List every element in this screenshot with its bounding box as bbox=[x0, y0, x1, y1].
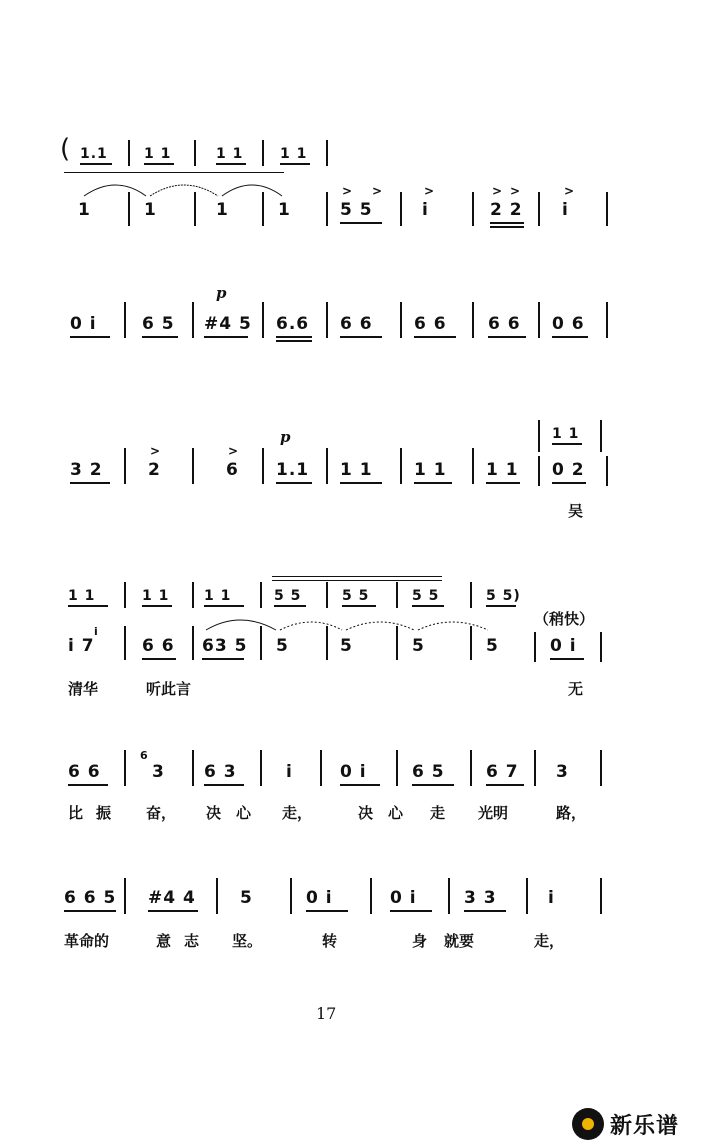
barline bbox=[124, 302, 126, 338]
lyric-text: 清华 bbox=[68, 680, 99, 698]
note-group: i bbox=[286, 762, 293, 782]
score-system-1: ( 1.1 1 1 1 1 1 1 1 1 1 1 > > 5 5 > i > > 2 2 > i bbox=[0, 130, 702, 240]
upper-note-group: 1 1 bbox=[216, 146, 244, 162]
barline bbox=[192, 750, 194, 786]
barline bbox=[538, 420, 540, 452]
lyric-text: 吴 bbox=[568, 502, 584, 520]
watermark-text: 新乐谱 bbox=[610, 1113, 680, 1139]
note-group: 3 bbox=[556, 762, 569, 782]
lyric-text: 革命的 bbox=[64, 932, 110, 950]
lyric-text: 比 bbox=[68, 804, 84, 822]
note-group: 6 bbox=[226, 460, 239, 480]
note-group: 1 1 bbox=[486, 460, 519, 480]
note-group: 6 3 bbox=[204, 762, 237, 782]
lyric-text: 决 bbox=[206, 804, 222, 822]
lyric-text: 走， bbox=[282, 804, 313, 822]
note-group: 5 5 bbox=[340, 200, 373, 220]
page-number: 17 bbox=[316, 1004, 337, 1023]
score-system-5 bbox=[0, 744, 702, 824]
open-paren: ( bbox=[60, 134, 71, 164]
note-group: 1 bbox=[216, 200, 229, 220]
barline bbox=[600, 878, 602, 914]
barline bbox=[192, 302, 194, 338]
barline bbox=[526, 878, 528, 914]
note-group: 0 i bbox=[70, 314, 97, 334]
note-group: #4 4 bbox=[148, 888, 196, 908]
upper-note-group: 5 5) bbox=[486, 588, 521, 604]
barline bbox=[370, 878, 372, 914]
barline bbox=[262, 302, 264, 338]
lyric-text: 就要 bbox=[444, 932, 475, 950]
note-group: 1 1 bbox=[414, 460, 447, 480]
note-group: 6 5 bbox=[412, 762, 445, 782]
note-group: #4 5 bbox=[204, 314, 252, 334]
grace-note: 6 bbox=[140, 749, 149, 762]
lyric-text: 转 bbox=[322, 932, 338, 950]
barline bbox=[606, 456, 608, 486]
note-group: 1.1 bbox=[276, 460, 310, 480]
note-group: i bbox=[562, 200, 569, 220]
dynamic-marking: p bbox=[216, 284, 227, 302]
upper-note-group: 1 1 bbox=[280, 146, 308, 162]
barline bbox=[260, 750, 262, 786]
score-system-2 bbox=[0, 284, 702, 350]
note-group: 2 2 bbox=[490, 200, 523, 220]
note-group: 0 i bbox=[306, 888, 333, 908]
note-group: 63 5 bbox=[202, 636, 248, 656]
grace-note: i bbox=[94, 625, 99, 638]
upper-note-group: 5 5 bbox=[412, 588, 440, 604]
barline bbox=[192, 448, 194, 484]
lyric-text: 意 bbox=[156, 932, 172, 950]
upper-note-group: 1.1 bbox=[80, 146, 108, 162]
note-group: 3 bbox=[152, 762, 165, 782]
lyric-text: 坚。 bbox=[232, 932, 263, 950]
dynamic-marking: p bbox=[280, 428, 291, 446]
lyric-text: 决 bbox=[358, 804, 374, 822]
note-group: 6.6 bbox=[276, 314, 310, 334]
barline bbox=[600, 750, 602, 786]
note-group: 5 bbox=[486, 636, 499, 656]
lyric-text: 身 bbox=[412, 932, 428, 950]
note-group: 1 bbox=[78, 200, 91, 220]
lyric-text: 志 bbox=[184, 932, 200, 950]
upper-note-group: 1 1 bbox=[552, 426, 580, 442]
barline bbox=[538, 302, 540, 338]
barline bbox=[448, 878, 450, 914]
barline bbox=[472, 302, 474, 338]
note-group: 5 bbox=[412, 636, 425, 656]
lyric-text: 奋， bbox=[146, 804, 177, 822]
vinyl-record-icon bbox=[572, 1108, 604, 1140]
tempo-note: （稍快） bbox=[534, 610, 595, 628]
note-group: 1 bbox=[278, 200, 291, 220]
lyric-text: 光明 bbox=[478, 804, 509, 822]
barline bbox=[124, 448, 126, 484]
note-group: 0 i bbox=[390, 888, 417, 908]
lyric-text: 无 bbox=[568, 680, 584, 698]
watermark-logo bbox=[572, 1106, 700, 1142]
upper-note-group: 1 1 bbox=[142, 588, 170, 604]
note-group: i bbox=[422, 200, 429, 220]
note-group: 5 bbox=[240, 888, 253, 908]
barline bbox=[470, 750, 472, 786]
score-system-6 bbox=[0, 872, 702, 952]
note-group: 6 5 bbox=[142, 314, 175, 334]
note-group: 3 3 bbox=[464, 888, 497, 908]
barline bbox=[326, 448, 328, 484]
barline bbox=[262, 448, 264, 484]
lyric-text: 心 bbox=[236, 804, 252, 822]
lyric-text: 振 bbox=[96, 804, 112, 822]
note-group: 6 6 bbox=[340, 314, 373, 334]
note-group: i 7 bbox=[68, 636, 95, 656]
note-group: i bbox=[548, 888, 555, 908]
upper-note-group: 5 5 bbox=[342, 588, 370, 604]
note-group: 0 6 bbox=[552, 314, 585, 334]
barline bbox=[396, 750, 398, 786]
note-group: 2 bbox=[148, 460, 161, 480]
note-group: 1 1 bbox=[340, 460, 373, 480]
note-group: 1 bbox=[144, 200, 157, 220]
score-system-4 bbox=[0, 574, 702, 704]
note-group: 5 bbox=[340, 636, 353, 656]
upper-note-group: 1 1 bbox=[204, 588, 232, 604]
note-group: 0 i bbox=[340, 762, 367, 782]
barline bbox=[606, 302, 608, 338]
barline bbox=[600, 420, 602, 452]
note-group: 5 bbox=[276, 636, 289, 656]
barline bbox=[534, 750, 536, 786]
barline bbox=[538, 456, 540, 486]
barline bbox=[124, 750, 126, 786]
upper-note-group: 5 5 bbox=[274, 588, 302, 604]
barline bbox=[400, 448, 402, 484]
upper-note-group: 1 1 bbox=[68, 588, 96, 604]
barline bbox=[472, 448, 474, 484]
lyric-text: 走 bbox=[430, 804, 446, 822]
lyric-text: 心 bbox=[388, 804, 404, 822]
lyric-text: 路， bbox=[556, 804, 587, 822]
note-group: 6 6 bbox=[142, 636, 175, 656]
barline bbox=[400, 302, 402, 338]
note-group: 6 6 bbox=[68, 762, 101, 782]
note-group: 6 6 bbox=[488, 314, 521, 334]
note-group: 6 6 5 bbox=[64, 888, 117, 908]
note-group: 0 i bbox=[550, 636, 577, 656]
lyric-text: 走， bbox=[534, 932, 565, 950]
upper-note-group: 1 1 bbox=[144, 146, 172, 162]
note-group: 6 6 bbox=[414, 314, 447, 334]
barline bbox=[320, 750, 322, 786]
barline bbox=[326, 302, 328, 338]
note-group: 6 7 bbox=[486, 762, 519, 782]
note-group: 0 2 bbox=[552, 460, 585, 480]
barline bbox=[124, 878, 126, 914]
score-system-3: 1 1 p 3 2 > 2 > 6 1.1 1 1 1 1 1 1 0 2 吴 bbox=[0, 414, 702, 524]
note-group: 3 2 bbox=[70, 460, 103, 480]
lyric-text: 听此言 bbox=[146, 680, 192, 698]
barline bbox=[290, 878, 292, 914]
barline bbox=[216, 878, 218, 914]
